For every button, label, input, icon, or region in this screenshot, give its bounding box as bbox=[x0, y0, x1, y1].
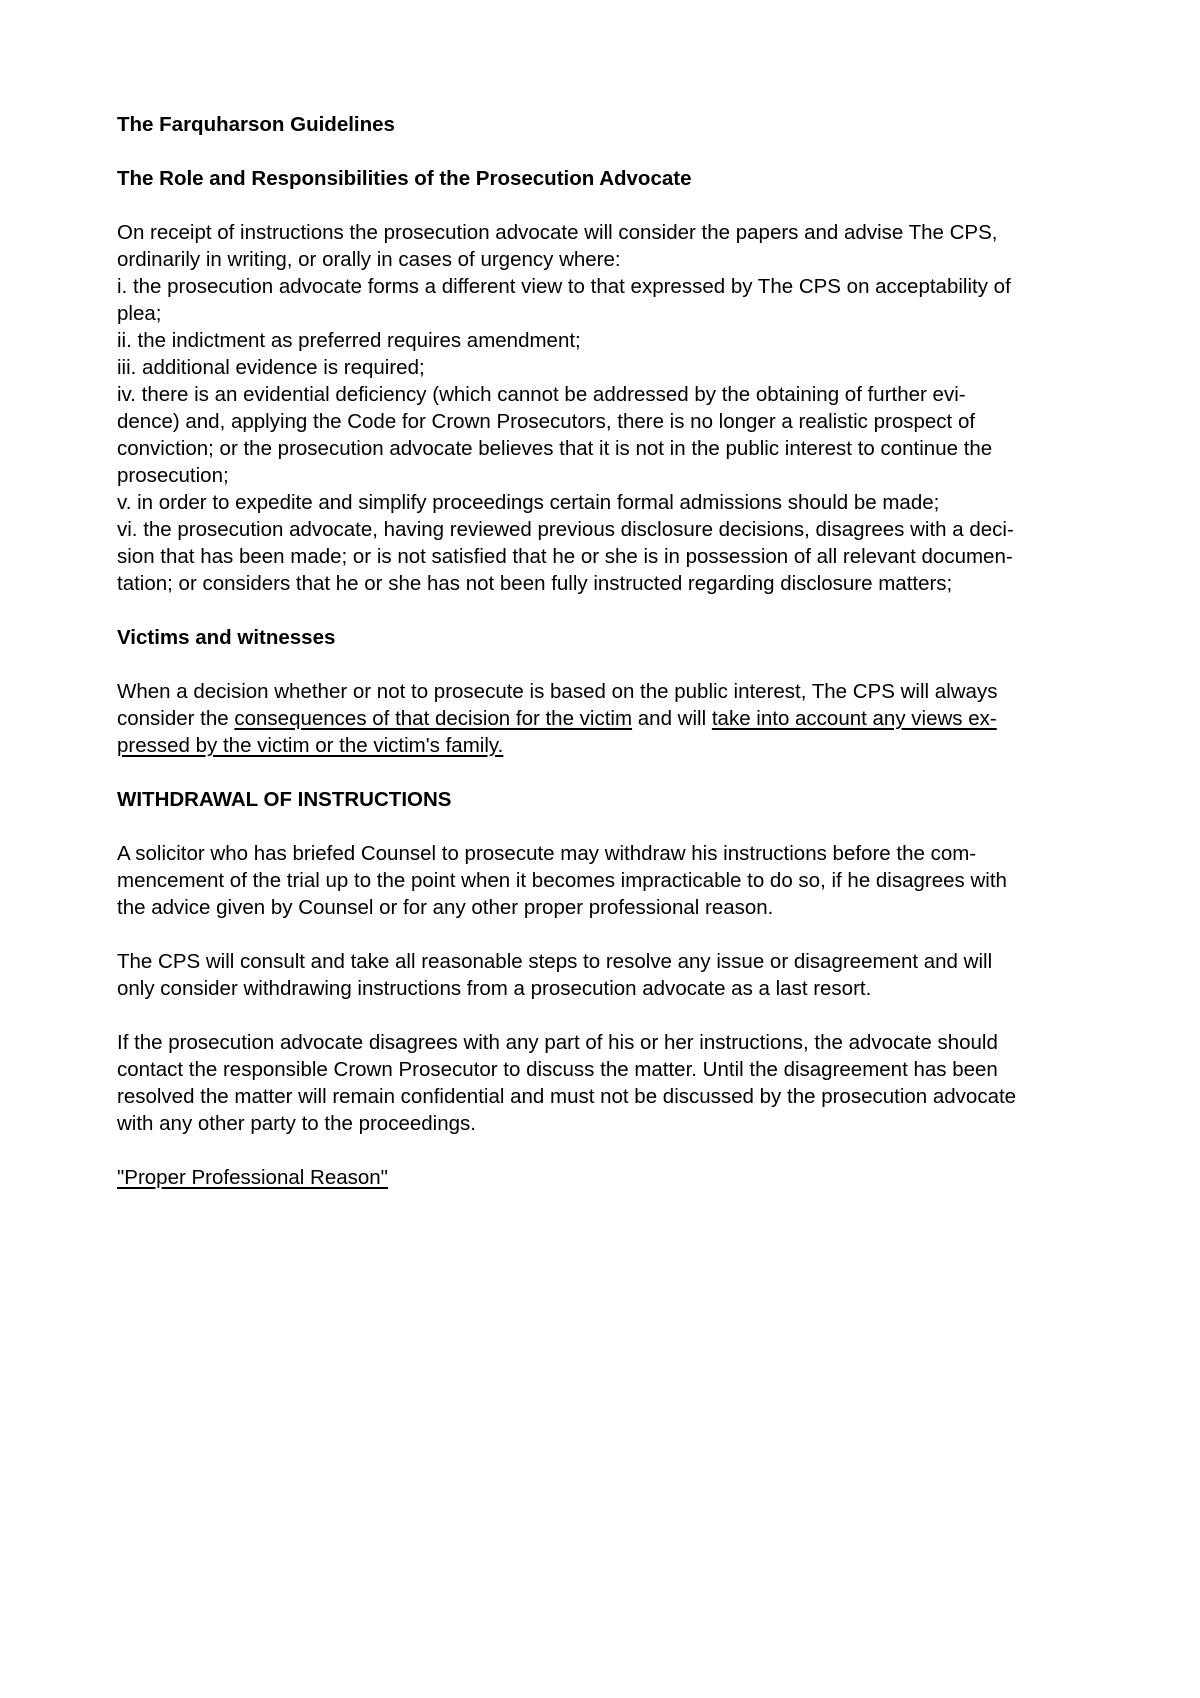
victims-text: and will bbox=[632, 707, 712, 730]
list-line: iv. there is an evidential deficiency (which cannot be addressed by the obtaining of further evi- bbox=[117, 383, 966, 406]
paragraph-line: contact the responsible Crown Prosecutor to discuss the matter. Until the disagreement has been bbox=[117, 1058, 998, 1081]
paragraph-line: mencement of the trial up to the point when it becomes impracticable to do so, if he disagrees with bbox=[117, 869, 1007, 892]
document-page bbox=[117, 111, 1097, 1218]
list-line: iii. additional evidence is required; bbox=[117, 356, 425, 379]
victims-text: consider the bbox=[117, 707, 235, 730]
paragraph-line: If the prosecution advocate disagrees with any part of his or her instructions, the advocate should bbox=[117, 1031, 998, 1054]
victim-consequences-link[interactable]: consequences of that decision for the victim bbox=[234, 707, 633, 730]
victims-line bbox=[117, 705, 1097, 732]
document-title: The Farquharson Guidelines bbox=[117, 113, 395, 136]
paragraph-line: the advice given by Counsel or for any other proper professional reason. bbox=[117, 896, 774, 919]
list-line: plea; bbox=[117, 302, 162, 325]
intro-line: On receipt of instructions the prosecution advocate will consider the papers and advise The CPS, bbox=[117, 221, 998, 244]
victims-heading: Victims and witnesses bbox=[117, 626, 336, 649]
victim-views-link-continued[interactable]: pressed by the victim or the victim's family. bbox=[117, 734, 504, 757]
list-line: conviction; or the prosecution advocate believes that it is not in the public interest to continue the bbox=[117, 437, 993, 460]
intro-line: ordinarily in writing, or orally in cases of urgency where: bbox=[117, 248, 621, 271]
paragraph-line: with any other party to the proceedings. bbox=[117, 1112, 476, 1135]
document-subtitle: The Role and Responsibilities of the Prosecution Advocate bbox=[117, 167, 692, 190]
paragraph-line: only consider withdrawing instructions from a prosecution advocate as a last resort. bbox=[117, 977, 872, 1000]
list-line: vi. the prosecution advocate, having reviewed previous disclosure decisions, disagrees with a deci- bbox=[117, 518, 1014, 541]
withdrawal-paragraph-3 bbox=[117, 1029, 1097, 1137]
intro-section bbox=[117, 219, 1097, 597]
list-line: tation; or considers that he or she has not been fully instructed regarding disclosure matters; bbox=[117, 572, 953, 595]
list-line: prosecution; bbox=[117, 464, 229, 487]
list-line: sion that has been made; or is not satisfied that he or she is in possession of all relevant documen- bbox=[117, 545, 1013, 568]
withdrawal-paragraph-2 bbox=[117, 948, 1097, 1002]
final-link-block bbox=[117, 1164, 1097, 1191]
list-line: dence) and, applying the Code for Crown Prosecutors, there is no longer a realistic prospect of bbox=[117, 410, 976, 433]
paragraph-line: The CPS will consult and take all reasonable steps to resolve any issue or disagreement and will bbox=[117, 950, 993, 973]
paragraph-line: resolved the matter will remain confidential and must not be discussed by the prosecution advocate bbox=[117, 1085, 1017, 1108]
paragraph-line: A solicitor who has briefed Counsel to prosecute may withdraw his instructions before the com- bbox=[117, 842, 977, 865]
victims-paragraph bbox=[117, 678, 1097, 759]
list-line: v. in order to expedite and simplify proceedings certain formal admissions should be made; bbox=[117, 491, 940, 514]
withdrawal-paragraph-1 bbox=[117, 840, 1097, 921]
withdrawal-heading: WITHDRAWAL OF INSTRUCTIONS bbox=[117, 788, 452, 811]
victims-line bbox=[117, 732, 1097, 759]
list-line: i. the prosecution advocate forms a different view to that expressed by The CPS on acceptability of bbox=[117, 275, 1011, 298]
victim-views-link[interactable]: take into account any views ex- bbox=[711, 707, 997, 730]
victims-line: When a decision whether or not to prosecute is based on the public interest, The CPS will always bbox=[117, 680, 998, 703]
list-line: ii. the indictment as preferred requires amendment; bbox=[117, 329, 581, 352]
proper-professional-reason-link[interactable]: "Proper Professional Reason" bbox=[117, 1166, 388, 1189]
